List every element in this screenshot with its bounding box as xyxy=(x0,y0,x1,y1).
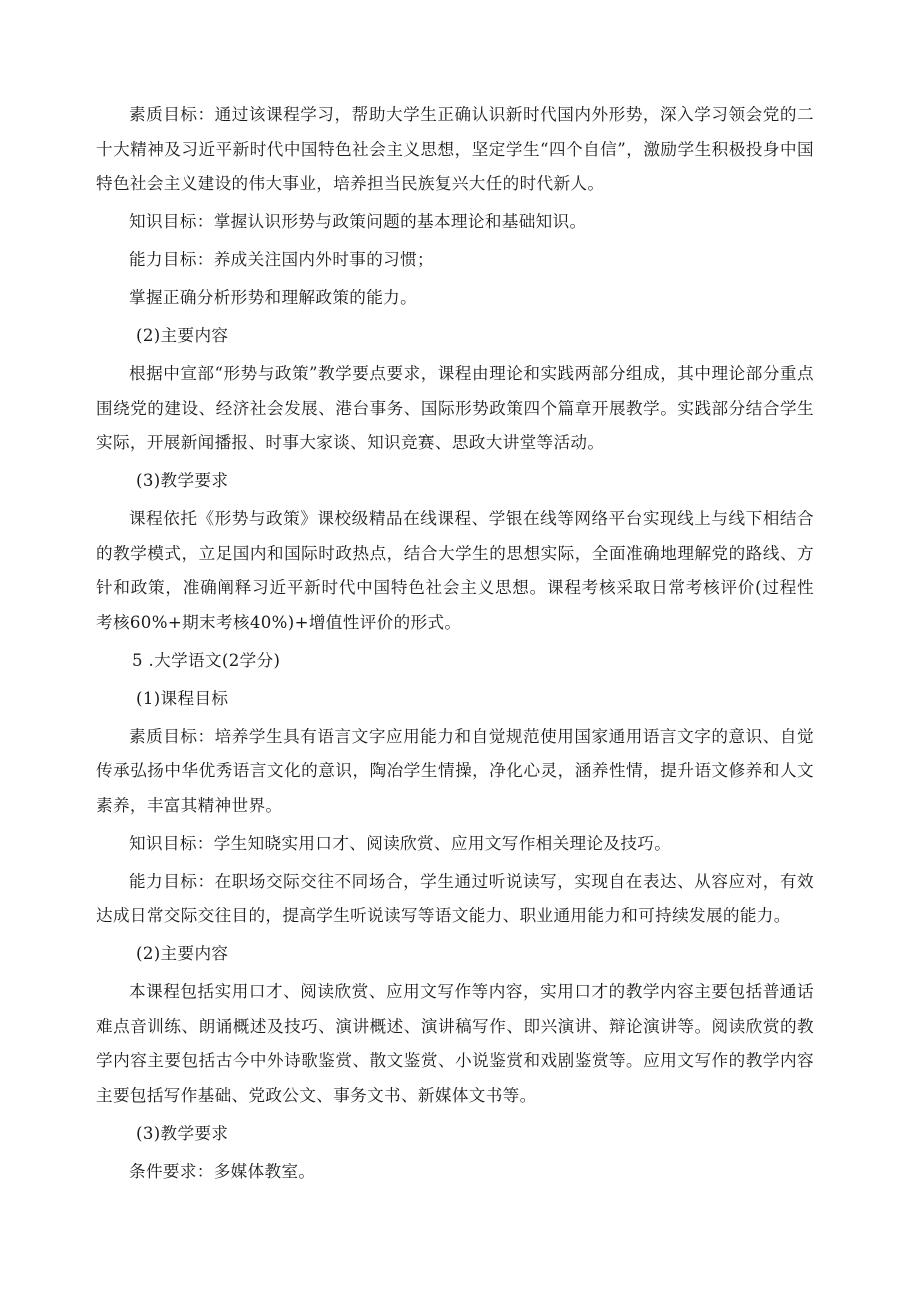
main-content-paragraph: 本课程包括实用口才、阅读欣赏、应用文写作等内容，实用口才的教学内容主要包括普通话难点音训练、朗诵概述及技巧、演讲概述、演讲稿写作、即兴演讲、辩论演讲等。阅读欣赏的教学内容主要包括古今中外诗歌鉴赏、散文鉴赏、小说鉴赏和戏剧鉴赏等。应用文写作的教学内容主要包括写作基础、党政公文、事务文书、新媒体文书等。 xyxy=(96,982,814,1105)
teaching-requirements-paragraph: 课程依托《形势与政策》课校级精品在线课程、学银在线等网络平台实现线上与线下相结合的教学模式，立足国内和国际时政热点，结合大学生的思想实际，全面准确地理解党的路线、方针和政策，准确阐释习近平新时代中国特色社会主义思想。课程考核采取日常考核评价(过程性考核60%+期末考核40%)+增值性评价的形式。 xyxy=(96,509,814,632)
course-title: 5 .大学语文(2学分) xyxy=(132,650,281,670)
course-goals-heading: (1)课程目标 xyxy=(136,688,229,708)
main-content-heading: (2)主要内容 xyxy=(136,326,229,345)
ability-goal-paragraph: 能力目标：在职场交际交往不同场合，学生通过听说读写，实现自在表达、从容应对，有效达成日常交际交往目的，提高学生听说读写等语文能力、职业通用能力和可持续发展的能力。 xyxy=(96,871,814,925)
ability-goal-paragraph: 能力目标：养成关注国内外时事的习惯； xyxy=(129,250,434,269)
ability-goal-continuation: 掌握正确分析形势和理解政策的能力。 xyxy=(129,288,418,307)
main-content-paragraph: 根据中宣部“形势与政策”教学要点要求，课程由理论和实践两部分组成，其中理论部分重点围绕党的建设、经济社会发展、港台事务、国际形势政策四个篇章开展教学。实践部分结合学生实际，开展新闻播报、时事大家谈、知识竞赛、思政大讲堂等活动。 xyxy=(96,364,814,452)
teaching-requirements-heading: (3)教学要求 xyxy=(136,1123,229,1143)
knowledge-goal-paragraph: 知识目标：学生知晓实用口才、阅读欣赏、应用文写作相关理论及技巧。 xyxy=(129,833,672,853)
document-page xyxy=(96,98,814,1193)
knowledge-goal-paragraph: 知识目标：掌握认识形势与政策问题的基本理论和基础知识。 xyxy=(129,212,587,231)
condition-requirements-paragraph: 条件要求：多媒体教室。 xyxy=(129,1161,316,1181)
literacy-goal-paragraph: 素质目标：培养学生具有语言文字应用能力和自觉规范使用国家通用语言文字的意识、自觉传承弘扬中华优秀语言文化的意识，陶冶学生情操，净化心灵，涵养性情，提升语文修养和人文素养，丰富其精神世界。 xyxy=(96,726,814,815)
literacy-goal-paragraph: 素质目标：通过该课程学习，帮助大学生正确认识新时代国内外形势，深入学习领会党的二十大精神及习近平新时代中国特色社会主义思想，坚定学生“四个自信”，激励学生积极投身中国特色社会主义建设的伟大事业，培养担当民族复兴大任的时代新人。 xyxy=(96,105,814,193)
teaching-requirements-heading: (3)教学要求 xyxy=(136,471,229,490)
main-content-heading: (2)主要内容 xyxy=(136,944,229,963)
